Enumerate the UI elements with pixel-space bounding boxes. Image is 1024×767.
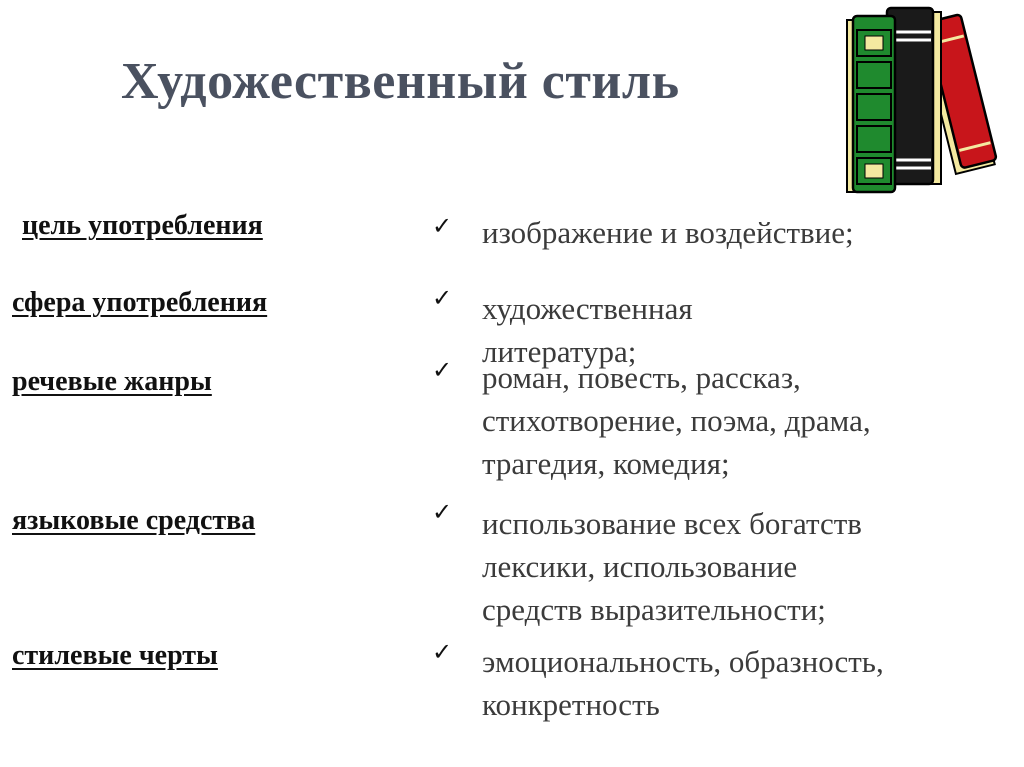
row-value-sphere: художественная литература; xyxy=(482,291,693,369)
check-icon: ✓ xyxy=(432,638,453,666)
check-icon: ✓ xyxy=(432,498,453,526)
slide-title: Художественный стиль xyxy=(121,53,680,110)
check-icon: ✓ xyxy=(432,284,453,312)
row-label-language-means: языковые средства xyxy=(12,505,256,536)
books-icon xyxy=(835,0,1005,200)
green-book xyxy=(847,16,895,192)
row-label-genres: речевые жанры xyxy=(12,366,212,397)
row-label-purpose: цель употребления xyxy=(22,210,263,241)
row-value-purpose: изображение и воздействие; xyxy=(482,215,854,250)
row-label-sphere: сфера употребления xyxy=(12,287,268,318)
check-icon: ✓ xyxy=(432,212,453,240)
row-label-style-features: стилевые черты xyxy=(12,640,218,671)
row-value-language-means: использование всех богатств лексики, использование средств выразительности; xyxy=(482,506,862,627)
row-value-style-features: эмоциональность, образность, конкретность xyxy=(482,644,884,722)
row-value-genres: роман, повесть, рассказ, стихотворение, поэма, драма, трагедия, комедия; xyxy=(482,360,871,481)
check-icon: ✓ xyxy=(432,356,453,384)
